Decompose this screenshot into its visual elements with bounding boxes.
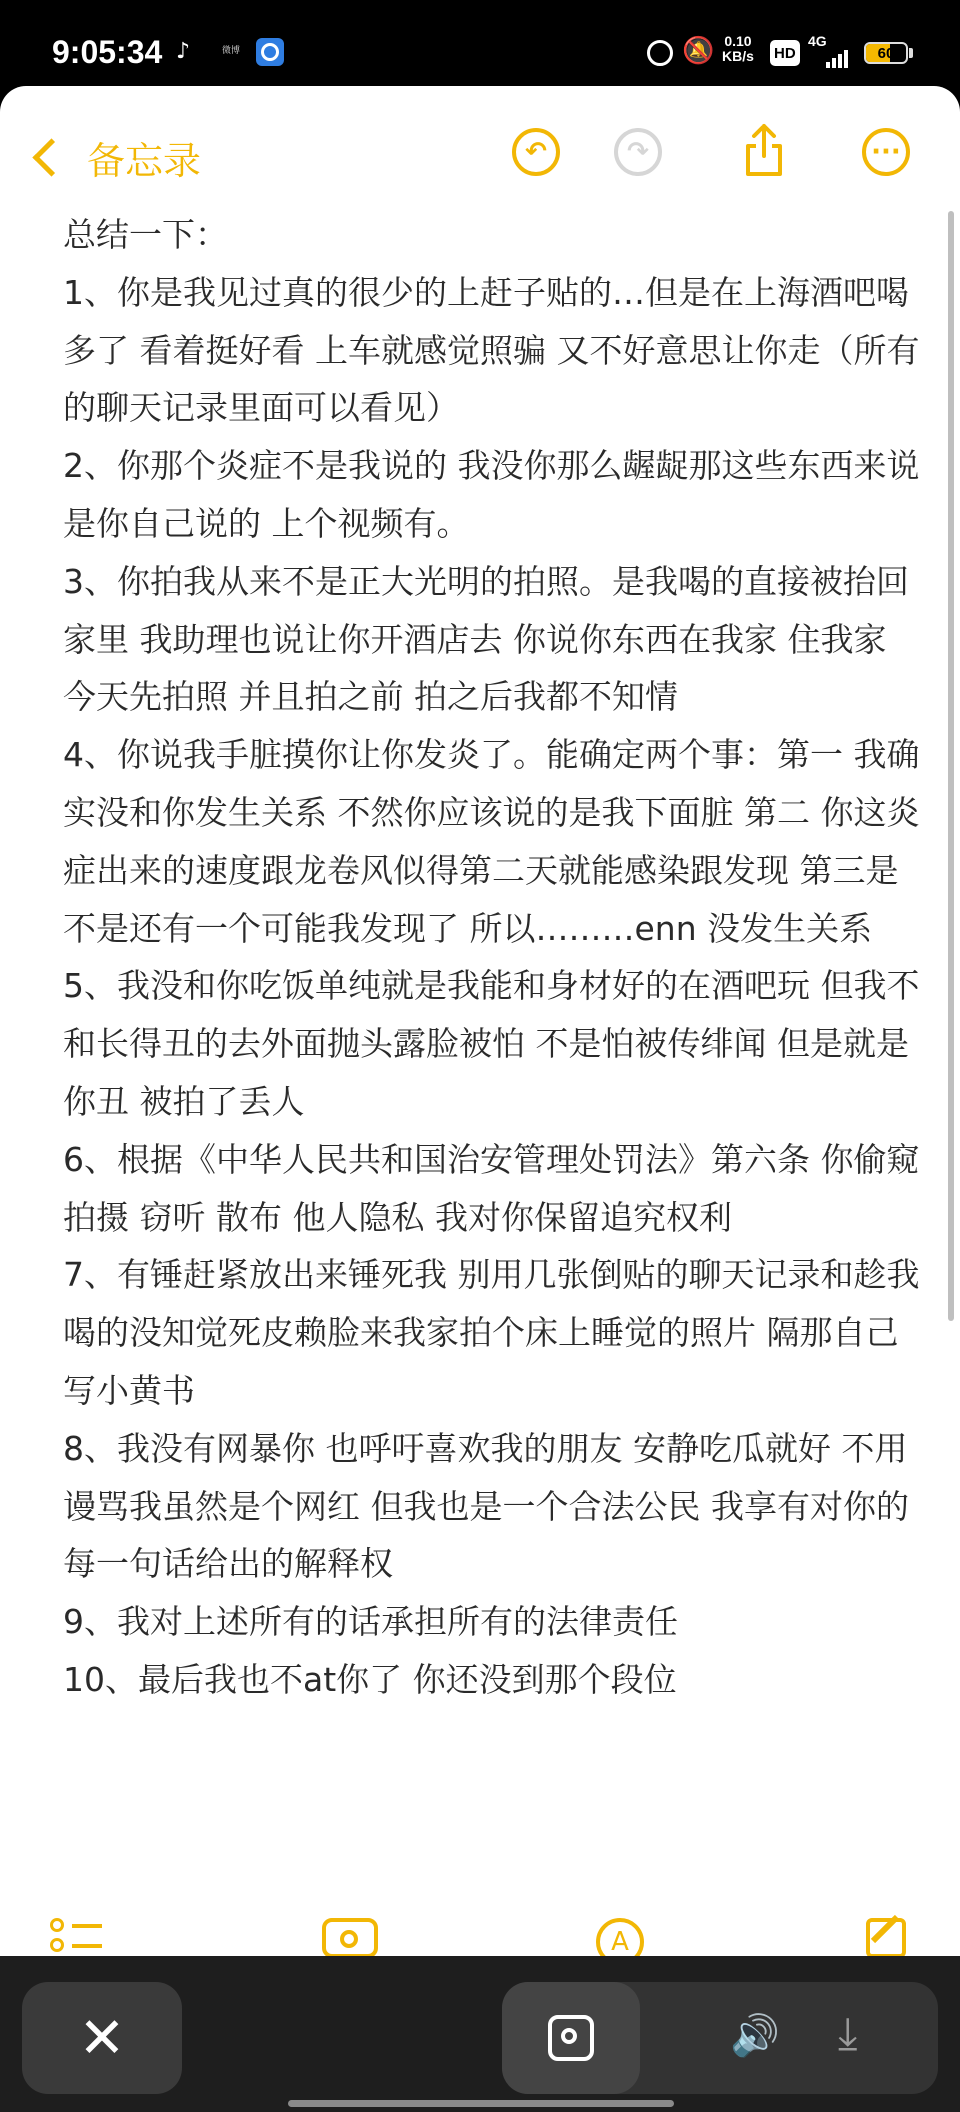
note-line: 10、最后我也不at你了 你还没到那个段位 xyxy=(63,1659,677,1699)
tiktok-icon: ♪ xyxy=(176,38,191,64)
share-icon[interactable] xyxy=(744,122,784,178)
close-button[interactable]: ✕ xyxy=(22,1982,182,2094)
back-label: 备忘录 xyxy=(87,139,202,183)
notes-screen xyxy=(0,86,960,1956)
camera-icon[interactable] xyxy=(322,1918,378,1956)
note-line: 8、我没有网暴你 也呼吁喜欢我的朋友 安静吃瓜就好 不用谩骂我虽然是个网红 但我也是一个合法公民 我享有对你的每一句话给出的解释权 xyxy=(63,1428,909,1584)
compose-icon[interactable] xyxy=(866,1918,906,1956)
notes-bottom-toolbar xyxy=(0,1908,960,1956)
note-line: 4、你说我手脏摸你让你发炎了。能确定两个事：第一 我确实没和你发生关系 不然你应该说的是我下面脏 第二 你这炎症出来的速度跟龙卷风似得第二天就能感染跟发现 第三是不是还有一个可能我发现了 所以………enn 没发生关系 xyxy=(63,735,920,948)
signal-icon xyxy=(826,50,848,68)
viewer-actions xyxy=(502,1982,938,2094)
undo-button[interactable]: ↶ xyxy=(512,128,560,176)
weibo-icon: 微博 xyxy=(221,46,240,56)
battery-cap xyxy=(909,48,913,58)
note-line: 3、你拍我从来不是正大光明的拍照。是我喝的直接被抬回家里 我助理也说让你开酒店去 你说你东西在我家 住我家 今天先拍照 并且拍之前 拍之后我都不知情 xyxy=(63,561,909,717)
checklist-icon[interactable] xyxy=(50,1918,64,1956)
scan-icon xyxy=(548,2015,594,2061)
note-line: 9、我对上述所有的话承担所有的法律责任 xyxy=(63,1602,678,1642)
status-time: 9:05:34 xyxy=(52,34,163,70)
note-line: 6、根据《中华人民共和国治安管理处罚法》第六条 你偷窥 拍摄 窃听 散布 他人隐私 我对你保留追究权利 xyxy=(63,1139,920,1237)
chevron-left-icon xyxy=(32,138,70,176)
home-indicator[interactable] xyxy=(288,2100,674,2107)
viewer-bottom-bar xyxy=(0,1956,960,2112)
battery-icon xyxy=(864,42,908,64)
more-button[interactable]: ··· xyxy=(862,128,910,176)
network-speed xyxy=(722,34,754,68)
status-bar xyxy=(0,0,960,86)
note-line: 5、我没和你吃饭单纯就是我能和身材好的在酒吧玩 但我不和长得丑的去外面抛头露脸被怕 不是怕被传绯闻 但是就是你丑 被拍了丢人 xyxy=(63,966,920,1121)
note-line: 7、有锤赶紧放出来锤死我 别用几张倒贴的聊天记录和趁我喝的没知觉死皮赖脸来我家拍个床上睡觉的照片 隔那自己写小黄书 xyxy=(63,1255,920,1410)
note-line: 2、你那个炎症不是我说的 我没你那么龌龊那这些东西来说 是你自己说的 上个视频有。 xyxy=(63,446,920,543)
alarm-icon xyxy=(647,40,673,66)
note-line: 总结一下： xyxy=(63,215,228,254)
network-type: 4G xyxy=(808,33,827,49)
mute-icon: 🔕 xyxy=(682,36,715,66)
note-line: 1、你是我见过真的很少的上赶子贴的…但是在上海酒吧喝多了 看着挺好看 上车就感觉照骗 又不好意思让你走（所有的聊天记录里面可以看见） xyxy=(63,272,920,428)
redo-button[interactable]: ↷ xyxy=(614,128,662,176)
download-icon[interactable]: ⤓ xyxy=(838,2008,858,2059)
battery-level: 60 xyxy=(877,44,895,62)
sound-icon[interactable]: 🔊 xyxy=(730,2013,780,2059)
visual-search-button[interactable] xyxy=(502,1982,640,2094)
markup-icon[interactable]: A xyxy=(596,1918,644,1956)
note-body[interactable] xyxy=(63,206,923,1709)
speed-value: 0.10 xyxy=(724,33,752,49)
back-button[interactable] xyxy=(28,130,201,185)
app-notification-icon xyxy=(256,38,284,66)
speed-unit: KB/s xyxy=(722,48,754,64)
hd-badge: HD xyxy=(770,40,800,66)
scrollbar[interactable] xyxy=(948,211,954,1321)
